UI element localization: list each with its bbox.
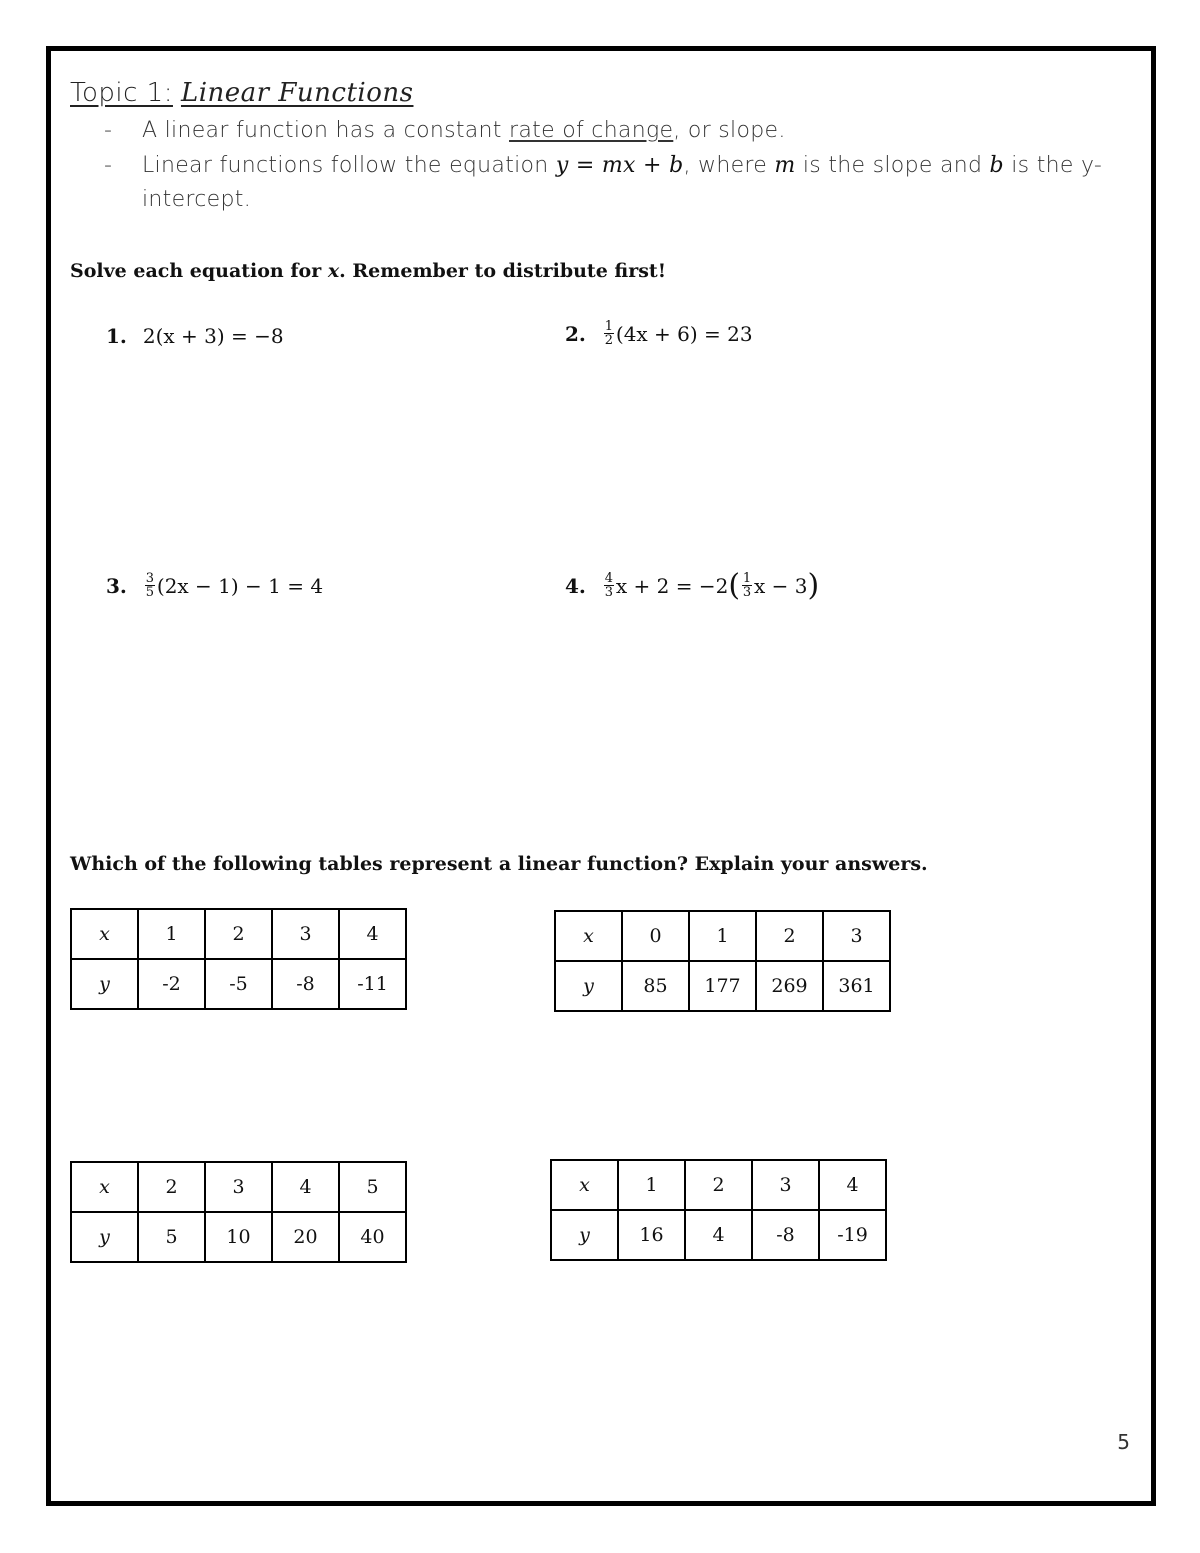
close-paren: ) (807, 567, 820, 603)
table-cell: 10 (205, 1212, 272, 1262)
tables-instruction: Which of the following tables represent a linear function? Explain your answers. (70, 853, 928, 875)
table-4 (550, 1159, 887, 1261)
solve-instruction (70, 260, 666, 282)
problem-number: 1. (106, 324, 127, 348)
slope-intercept-equation: y = mx + b (555, 153, 684, 178)
topic-heading (70, 78, 413, 108)
problem-2 (565, 320, 753, 347)
bullet-dash: - (104, 153, 113, 178)
problem-equation: (4x + 6) = 23 (615, 321, 753, 346)
bullet-2-pre: Linear functions follow the equation (142, 153, 556, 178)
table-cell: 16 (618, 1210, 685, 1260)
fraction-denominator: 3 (742, 585, 752, 600)
table-row-x (551, 1160, 886, 1210)
fraction (742, 572, 752, 599)
fraction-denominator: 2 (604, 333, 614, 348)
table-row-y (71, 1212, 406, 1262)
table-cell: 4 (339, 909, 406, 959)
table-cell: x (551, 1160, 618, 1210)
table-cell: 3 (205, 1162, 272, 1212)
table-cell: 0 (622, 911, 689, 961)
m-variable: m (774, 153, 796, 178)
table-cell: y (71, 1212, 138, 1262)
table-cell: y (555, 961, 622, 1011)
solve-instruction-post: . Remember to distribute first! (339, 260, 667, 282)
fraction (604, 572, 614, 599)
bullet-2-text (142, 149, 1122, 217)
table-cell: 3 (823, 911, 890, 961)
table-row-x (71, 909, 406, 959)
b-variable: b (989, 153, 1004, 178)
bullet-2 (104, 149, 1122, 217)
table-cell: x (555, 911, 622, 961)
table-cell: y (551, 1210, 618, 1260)
fraction-numerator: 1 (742, 571, 752, 586)
table-cell: 1 (618, 1160, 685, 1210)
problem-1 (106, 324, 284, 348)
fraction-numerator: 1 (604, 319, 614, 334)
table-cell: 2 (205, 909, 272, 959)
solve-instruction-pre: Solve each equation for (70, 260, 328, 282)
table-cell: 4 (685, 1210, 752, 1260)
problem-number: 4. (565, 573, 586, 598)
table-cell: -5 (205, 959, 272, 1009)
fraction-numerator: 4 (604, 571, 614, 586)
table-cell: 361 (823, 961, 890, 1011)
bullet-2-post: is the y-intercept. (142, 153, 1103, 212)
table-cell: -8 (272, 959, 339, 1009)
table-cell: 2 (138, 1162, 205, 1212)
bullet-1-pre: A linear function has a constant (142, 118, 510, 143)
fraction (145, 572, 155, 599)
problem-number: 2. (565, 321, 586, 346)
problem-4 (565, 567, 820, 603)
table-cell: x (71, 1162, 138, 1212)
table-cell: 177 (689, 961, 756, 1011)
table-row-x (555, 911, 890, 961)
table-cell: 269 (756, 961, 823, 1011)
fraction-numerator: 3 (145, 571, 155, 586)
problem-equation: (2x − 1) − 1 = 4 (156, 573, 324, 598)
bullet-1-text (142, 114, 1122, 148)
problem-inner-equation: x − 3 (754, 573, 808, 598)
table-row-y (555, 961, 890, 1011)
table-cell: 1 (689, 911, 756, 961)
page-number: 5 (1117, 1430, 1130, 1454)
table-cell: -11 (339, 959, 406, 1009)
bullet-1 (104, 114, 1122, 148)
bullet-1-post: , or slope. (673, 118, 786, 143)
table-cell: 5 (339, 1162, 406, 1212)
table-cell: 4 (819, 1160, 886, 1210)
bullet-2-mid2: is the slope and (795, 153, 990, 178)
table-cell: x (71, 909, 138, 959)
table-cell: -8 (752, 1210, 819, 1260)
table-cell: 4 (272, 1162, 339, 1212)
problem-equation: x + 2 = −2 (615, 573, 729, 598)
topic-label: Topic 1: (70, 78, 173, 108)
table-cell: 2 (756, 911, 823, 961)
table-cell: 3 (272, 909, 339, 959)
fraction (604, 320, 614, 347)
table-row-y (71, 959, 406, 1009)
fraction-denominator: 3 (604, 585, 614, 600)
table-cell: -2 (138, 959, 205, 1009)
open-paren: ( (728, 567, 741, 603)
table-cell: -19 (819, 1210, 886, 1260)
table-cell: 5 (138, 1212, 205, 1262)
table-cell: 2 (685, 1160, 752, 1210)
fraction-denominator: 5 (145, 585, 155, 600)
table-cell: 85 (622, 961, 689, 1011)
bullet-2-mid1: , where (683, 153, 775, 178)
table-3 (70, 1161, 407, 1263)
table-cell: 40 (339, 1212, 406, 1262)
table-cell: 1 (138, 909, 205, 959)
bullet-dash: - (104, 118, 113, 143)
rate-of-change-term: rate of change (509, 118, 674, 143)
problem-number: 3. (106, 573, 127, 598)
table-1 (70, 908, 407, 1010)
table-cell: 3 (752, 1160, 819, 1210)
table-cell: y (71, 959, 138, 1009)
solve-instruction-var: x (327, 260, 340, 282)
table-row-y (551, 1210, 886, 1260)
table-row-x (71, 1162, 406, 1212)
table-2 (554, 910, 891, 1012)
problem-3 (106, 572, 323, 599)
topic-title: Linear Functions (180, 78, 414, 108)
problem-equation: 2(x + 3) = −8 (142, 324, 284, 348)
table-cell: 20 (272, 1212, 339, 1262)
